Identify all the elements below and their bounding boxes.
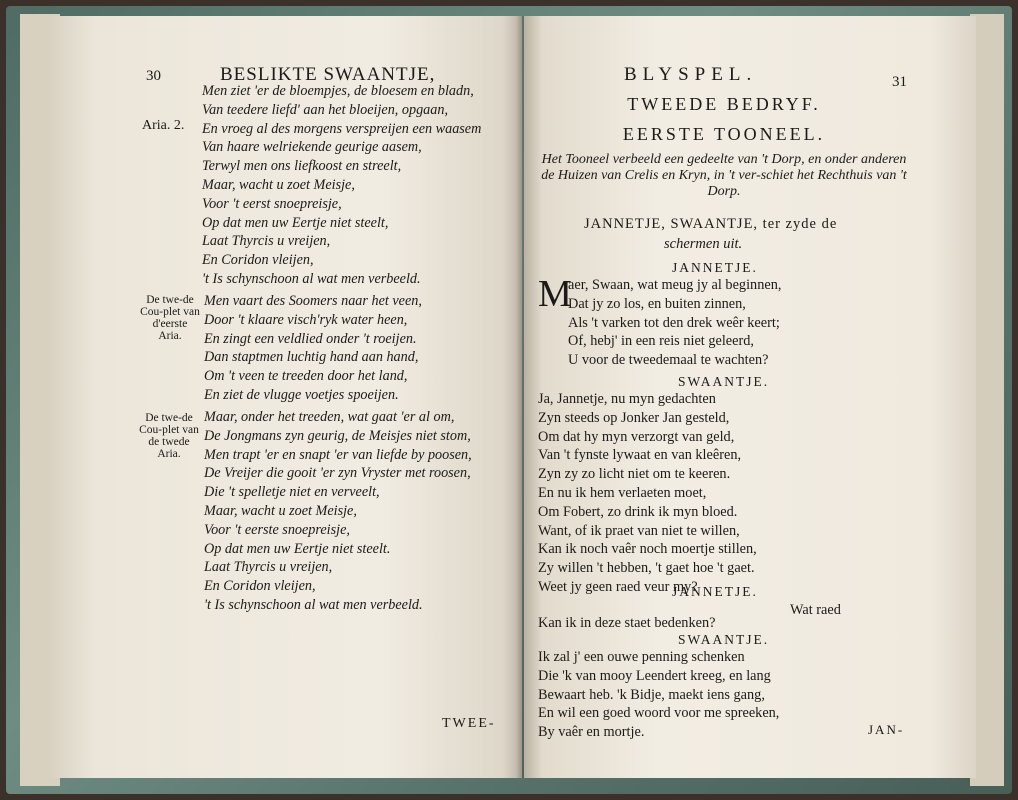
verse-line: Terwyl men ons liefkoost en streelt, [202,158,402,175]
verse-line: Laat Thyrcis u vreijen, [202,233,331,250]
verse-line: De Jongmans zyn geurig, de Meisjes niet stom, [204,427,471,444]
verse-line: Maar, onder het treeden, wat gaat 'er al om, [204,409,455,425]
verse-line: En ziet de vlugge voetjes spoeijen. [204,386,399,403]
verse-line: En Coridon vleijen, [202,252,314,269]
scene-heading: EERSTE TOONEEL. [622,124,826,144]
speech-line: Weet jy geen raed veur my? [538,578,698,595]
speech-line: Dat jy zo los, en buiten zinnen, [568,295,746,312]
speech-line: Kan ik in deze staet bedenken? [538,615,716,631]
speech-line: By vaêr en mortje. [538,724,645,741]
verse-line: Van haare welriekende geurige aasem, [202,139,422,156]
speaker-jannetje: JANNETJE. [672,260,758,275]
speech-line: Want, of ik praet van niet te willen, [538,522,740,539]
act-heading: TWEEDE BEDRYF. [627,94,821,114]
half-line: Wat raed [790,602,841,618]
speaker-swaantje-2: SWAANTJE. [678,632,770,647]
verse-line: 't Is schynschoon al wat men verbeeld. [204,596,423,613]
verse-line: Dan staptmen luchtig hand aan hand, [204,349,419,366]
speech-line: Als 't varken tot den drek weêr keert; [568,314,780,331]
verse-line: Voor 't eerste snoepreisje, [204,521,350,538]
left-page [48,16,522,778]
speech-jannetje-2 [538,614,715,633]
verse-line: Op dat men uw Eertje niet steelt. [204,540,391,557]
verse-line: 't Is schynschoon al wat men verbeeld. [202,270,421,287]
speech-line: U voor de tweedemaal te wachten? [568,352,769,369]
speaker-jannetje-2: JANNETJE. [672,584,758,599]
verse-line: Van teedere liefd' aan het bloeijen, opgaan, [202,101,449,118]
verse-line: Voor 't eerst snoepreisje, [202,195,342,212]
verse-line: Door 't klaare visch'ryk water heen, [204,311,408,328]
speech-line: Ik zal j' een ouwe penning schenken [538,649,745,665]
verse-line: Op dat men uw Eertje niet steelt, [202,214,389,231]
right-page [524,16,976,778]
verse-line: De Vreijer die gooit 'er zyn Vryster met roosen, [204,465,471,482]
verse-line: Maar, wacht u zoet Meisje, [202,176,355,193]
speech-line: Bewaart heb. 'k Bidje, maekt iens gang, [538,686,765,703]
aria-label: Aria. 2. [142,118,185,133]
speech-line: Zy willen 't hebben, 't gaet hoe 't gaet. [538,560,755,577]
speaker-swaantje: SWAANTJE. [678,374,770,389]
verse-line: Die 't spelletje niet en verveelt, [204,484,380,501]
stage-direction-2: schermen uit. [664,236,743,252]
page-number: 31 [892,74,907,90]
speech-line: Of, hebj' in een reis niet geleerd, [568,333,754,350]
running-head: BESLIKTE SWAANTJE, [220,64,436,85]
speech-line: Om Fobert, zo drink ik myn bloed. [538,503,738,520]
margin-note-third: De twe-de Cou-plet van de twede Aria. [139,412,199,460]
speech-line: En nu ik hem verlaeten moet, [538,484,707,501]
speech-line: Zyn steeds op Jonker Jan gesteld, [538,409,730,426]
verse-line: Men trapt 'er en snapt 'er van liefde by poosen, [204,446,472,463]
verse-line: Men ziet 'er de bloempjes, de bloesem en bladn, [202,83,474,99]
stage-direction-1: JANNETJE, SWAANTJE, ter zyde de [584,216,838,232]
speech-jannetje-1 [568,276,781,370]
verse-line: En vroeg al des morgens verspreijen een waasem [202,120,482,137]
speech-line: Ja, Jannetje, nu myn gedachten [538,391,716,407]
catchword: TWEE- [442,716,496,731]
speech-line: Kan ik noch vaêr noch moertje stillen, [538,541,757,558]
speech-swaantje-1 [538,390,757,597]
stage-setting: Het Tooneel verbeeld een gedeelte van 't Dorp, en onder anderen de Huizen van Crelis en Kryn, in 't ver-schiet het Rechthuis van 't Dorp. [541,152,907,199]
speech-line: Van 't fynste lywaat en van kleêren, [538,447,742,464]
verse-stanza-1 [202,82,481,289]
speech-line: Om dat hy myn verzorgt van geld, [538,428,735,445]
verse-line: En zingt een veldlied onder 't roeijen. [204,330,417,347]
speech-line: En wil een goed woord voor me spreeken, [538,705,780,722]
running-head: BLYSPEL. [624,64,758,85]
catchword: JAN- [868,722,905,737]
verse-line: En Coridon vleijen, [204,578,316,595]
drop-cap: M [538,273,572,315]
verse-stanza-2 [204,292,422,405]
speech-line: Die 'k van mooy Leendert kreeg, en lang [538,667,771,684]
verse-line: Maar, wacht u zoet Meisje, [204,502,357,519]
speech-swaantje-2 [538,648,779,742]
page-number: 30 [146,68,161,84]
speech-line: aer, Swaan, wat meug jy al beginnen, [568,277,782,293]
verse-stanza-3 [204,408,472,615]
verse-line: Om 't veen te treeden door het land, [204,368,408,385]
verse-line: Laat Thyrcis u vreijen, [204,559,333,576]
speech-line: Zyn zy zo licht niet om te keeren. [538,466,731,483]
verse-line: Men vaart des Soomers naar het veen, [204,293,422,309]
margin-note-second: De twe-de Cou-plet van d'eerste Aria. [140,294,200,342]
